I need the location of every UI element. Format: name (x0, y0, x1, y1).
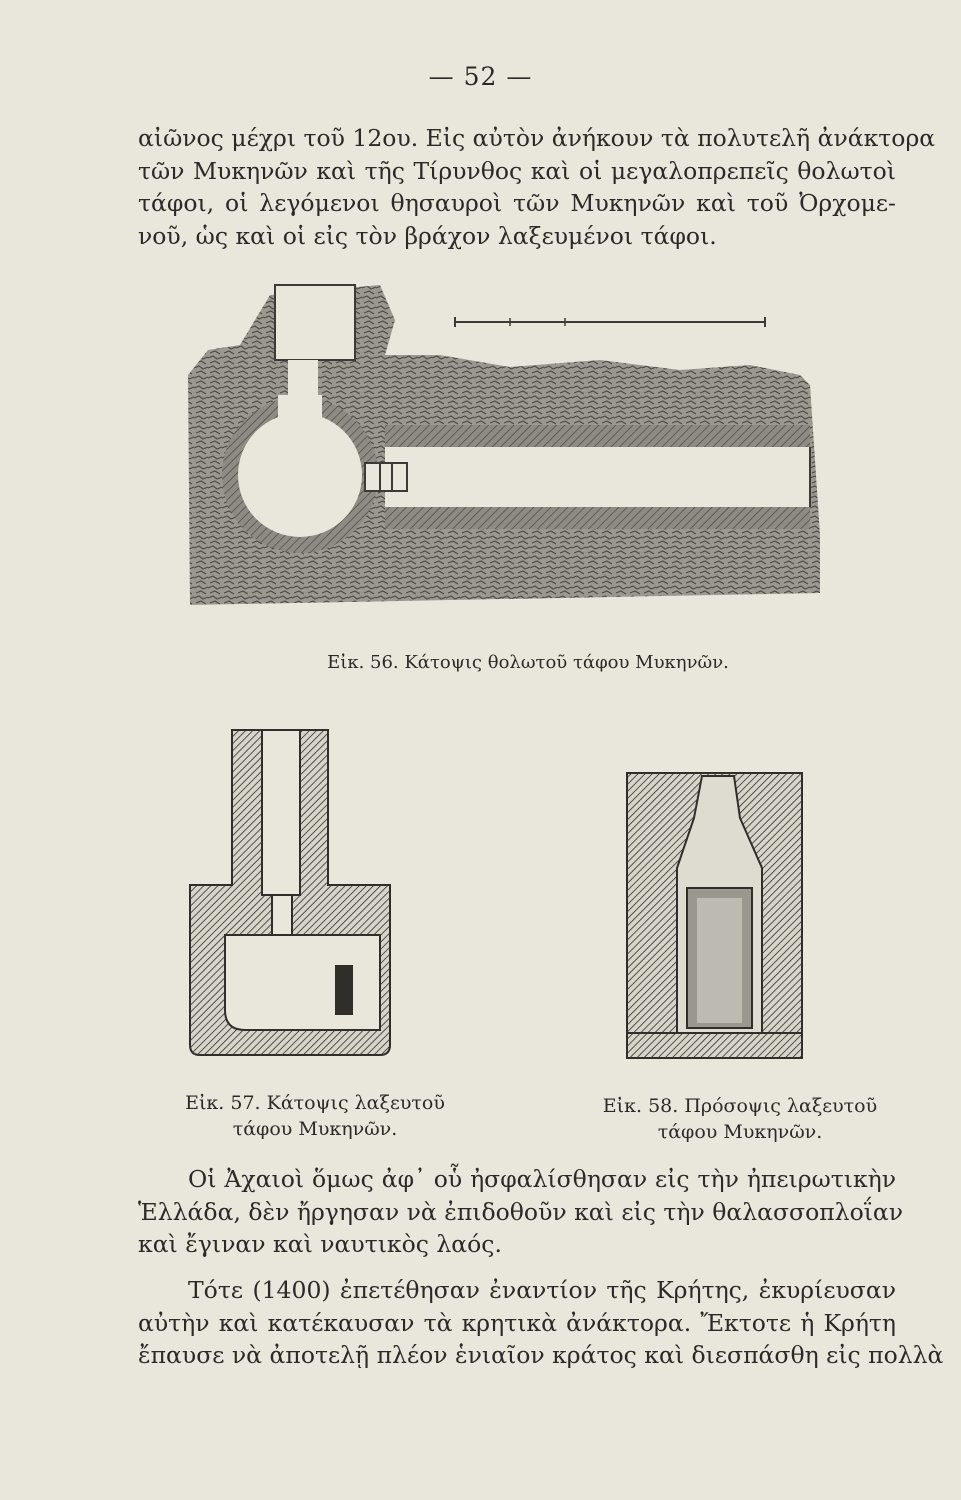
text-line: Τότε (1400) ἐπετέθησαν ἐναντίον τῆς Κρήτης, ἐκυρίευσαν (188, 1276, 896, 1304)
text-line: ἔπαυσε νὰ ἀποτελῇ πλέον ἑνιαῖον κράτος καὶ διεσπάσθη εἰς πολλὰ (138, 1341, 944, 1369)
paragraph-3 (138, 1274, 944, 1372)
text-line: Οἱ Ἀχαιοὶ ὅμως ἀφ᾽ οὗ ἠσφαλίσθησαν εἰς τὴν ἠπειρωτικὴν (188, 1165, 896, 1193)
paragraph-2 (138, 1163, 904, 1261)
text-line: Ἑλλάδα, δὲν ἤργησαν νὰ ἐπιδοθοῦν καὶ εἰς τὴν θαλασσοπλοΐαν (138, 1197, 904, 1226)
text-line: αὐτὴν καὶ κατέκαυσαν τὰ κρητικὰ ἀνάκτορα. Ἔκτοτε ἡ Κρήτη (138, 1308, 896, 1337)
text-line: καὶ ἔγιναν καὶ ναυτικὸς λαός. (138, 1230, 502, 1258)
caption-line: Εἰκ. 58. Πρόσοψις λαξευτοῦ (602, 1095, 878, 1117)
figure-58-caption (575, 1093, 905, 1145)
page-number: — 52 — (428, 62, 533, 91)
figure-56-caption: Εἰκ. 56. Κάτοψις θολωτοῦ τάφου Μυκηνῶν. (327, 652, 729, 673)
text-line: τῶν Μυκηνῶν καὶ τῆς Τίρυνθος καὶ οἱ μεγαλοπρεπεῖς θολωτοὶ (138, 156, 896, 185)
figure-57-caption (175, 1090, 455, 1142)
caption-line: τάφου Μυκηνῶν. (232, 1118, 398, 1140)
figure-56-tholos-plan (180, 275, 830, 620)
text-line: νοῦ, ὡς καὶ οἱ εἰς τὸν βράχον λαξευμένοι τάφοι. (138, 221, 717, 250)
text-line: τάφοι, οἱ λεγόμενοι θησαυροὶ τῶν Μυκηνῶν καὶ τοῦ Ὀρχομε- (138, 189, 896, 217)
caption-line: Εἰκ. 57. Κάτοψις λαξευτοῦ (185, 1092, 445, 1114)
figure-58-rockcut-facade (622, 768, 822, 1063)
paragraph-1 (138, 122, 936, 252)
text-line: αἰῶνος μέχρι τοῦ 12ου. Εἰς αὐτὸν ἀνήκουν τὰ πολυτελῆ ἀνάκτορα (138, 124, 936, 152)
caption-line: τάφου Μυκηνῶν. (657, 1121, 823, 1143)
figure-57-rockcut-plan (180, 725, 420, 1065)
